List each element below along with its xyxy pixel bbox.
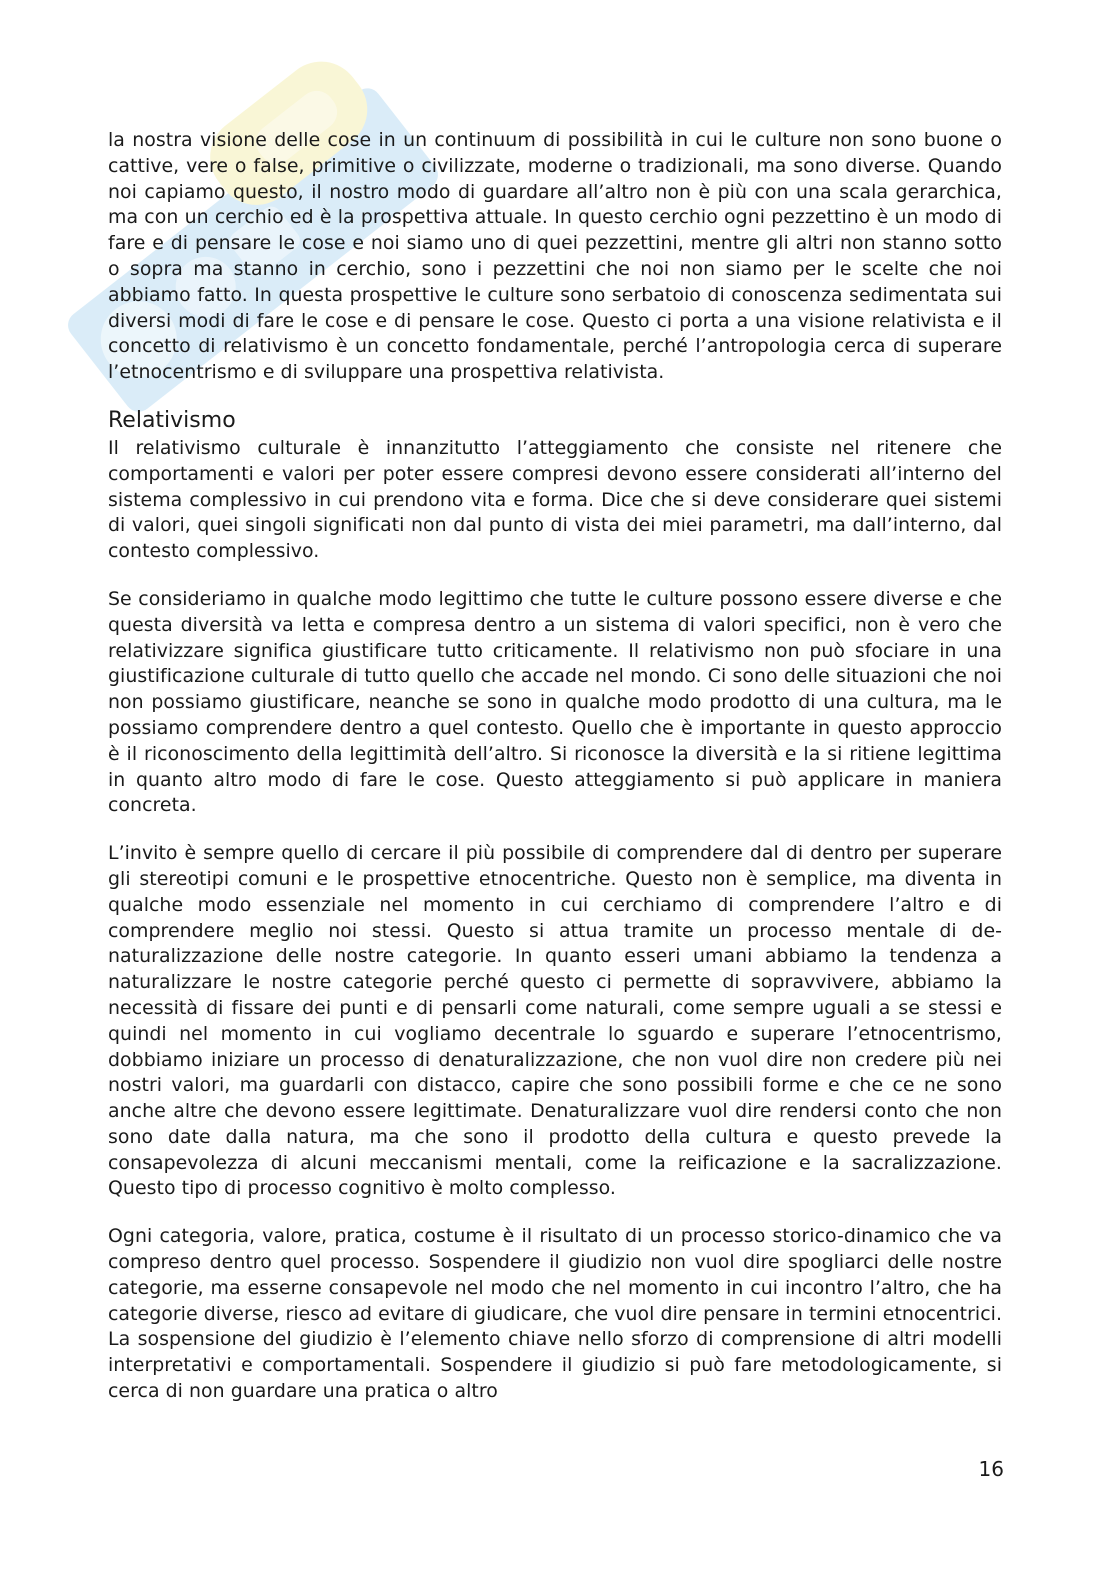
body-paragraph: Se consideriamo in qualche modo legittimo che tutte le culture possono essere diverse e che questa diversità va letta e compresa dentro a un sistema di valori specifici, non è vero che relativizzare significa giustificare tutto criticamente. Il relativismo non può sfociare in una giustificazione culturale di tutto quello che accade nel mondo. Ci sono delle situazioni che noi non possiamo giustificare, neanche se sono in qualche modo prodotto di una cultura, ma le possiamo comprendere dentro a quel contesto. Quello che è importante in questo approccio è il riconoscimento della legittimità dell’altro. Si riconosce la diversità e la si ritiene legittima in quanto altro modo di fare le cose. Questo atteggiamento si può applicare in maniera concreta. <box>108 587 1002 817</box>
body-paragraph: Ogni categoria, valore, pratica, costume è il risultato di un processo storico-dinamico che va compreso dentro quel processo. Sospendere il giudizio non vuol dire spogliarci delle nostre categorie, ma esserne consapevole nel modo che nel momento in cui incontro l’altro, che ha categorie diverse, riesco ad evitare di giudicare, che vuol dire pensare in termini etnocentrici. La sospensione del giudizio è l’elemento chiave nello sforzo di comprensione di altri modelli interpretativi e comportamentali. Sospendere il giudizio si può fare metodologicamente, si cerca di non guardare una pratica o altro <box>108 1225 1002 1403</box>
body-paragraph: la nostra visione delle cose in un continuum di possibilità in cui le culture non sono buone o cattive, vere o false, primitive o civilizzate, moderne o tradizionali, ma sono diverse. Quando noi capiamo questo, il nostro modo di guardare all’altro non è più con una scala gerarchica, ma con un cerchio ed è la prospettiva attuale. In questo cerchio ogni pezzettino è un modo di fare e di pensare le cose e noi siamo uno di quei pezzettini, mentre gli altri non stanno sotto o sopra ma stanno in cerchio, sono i pezzettini che noi non siamo per le scelte che noi abbiamo fatto. In questa prospettive le culture sono serbatoio di conoscenza sedimentata sui diversi modi di fare le cose e di pensare le cose. Questo ci porta a una visione relativista e il concetto di relativismo è un concetto fondamentale, perché l’antropologia cerca di superare l’etnocentrismo e di sviluppare una prospettiva relativista. <box>108 129 1002 384</box>
page-number: 16 <box>978 1457 1004 1481</box>
section-heading: Relativismo <box>108 407 236 433</box>
document-page <box>108 128 1002 1427</box>
body-paragraph: Il relativismo culturale è innanzitutto l’atteggiamento che consiste nel ritenere che comportamenti e valori per poter essere compresi devono essere considerati all’interno del sistema complessivo in cui prendono vita e forma. Dice che si deve considerare quei sistemi di valori, quei singoli significati non dal punto di vista dei miei parametri, ma dall’interno, dal contesto complessivo. <box>108 436 1002 563</box>
body-paragraph: L’invito è sempre quello di cercare il più possibile di comprendere dal di dentro per superare gli stereotipi comuni e le prospettive etnocentriche. Questo non è semplice, ma diventa in qualche modo essenziale nel momento in cui cerchiamo di comprendere l’altro e di comprendere meglio noi stessi. Questo si attua tramite un processo mentale di de-naturalizzazione delle nostre categorie. In quanto esseri umani abbiamo la tendenza a naturalizzare le nostre categorie perché questo ci permette di sopravvivere, abbiamo la necessità di fissare dei punti e di pensarli come naturali, come sempre uguali a se stessi e quindi nel momento in cui vogliamo decentrale lo sguardo e superare l’etnocentrismo, dobbiamo iniziare un processo di denaturalizzazione, che non vuol dire non credere più nei nostri valori, ma guardarli con distacco, capire che sono possibili forme e che ce ne sono anche altre che devono essere legittimate. Denaturalizzare vuol dire rendersi conto che non sono date dalla natura, ma che sono il prodotto della cultura e questo prevede la consapevolezza di alcuni meccanismi mentali, come la reificazione e la sacralizzazione. Questo tipo di processo cognitivo è molto complesso. <box>108 842 1002 1200</box>
